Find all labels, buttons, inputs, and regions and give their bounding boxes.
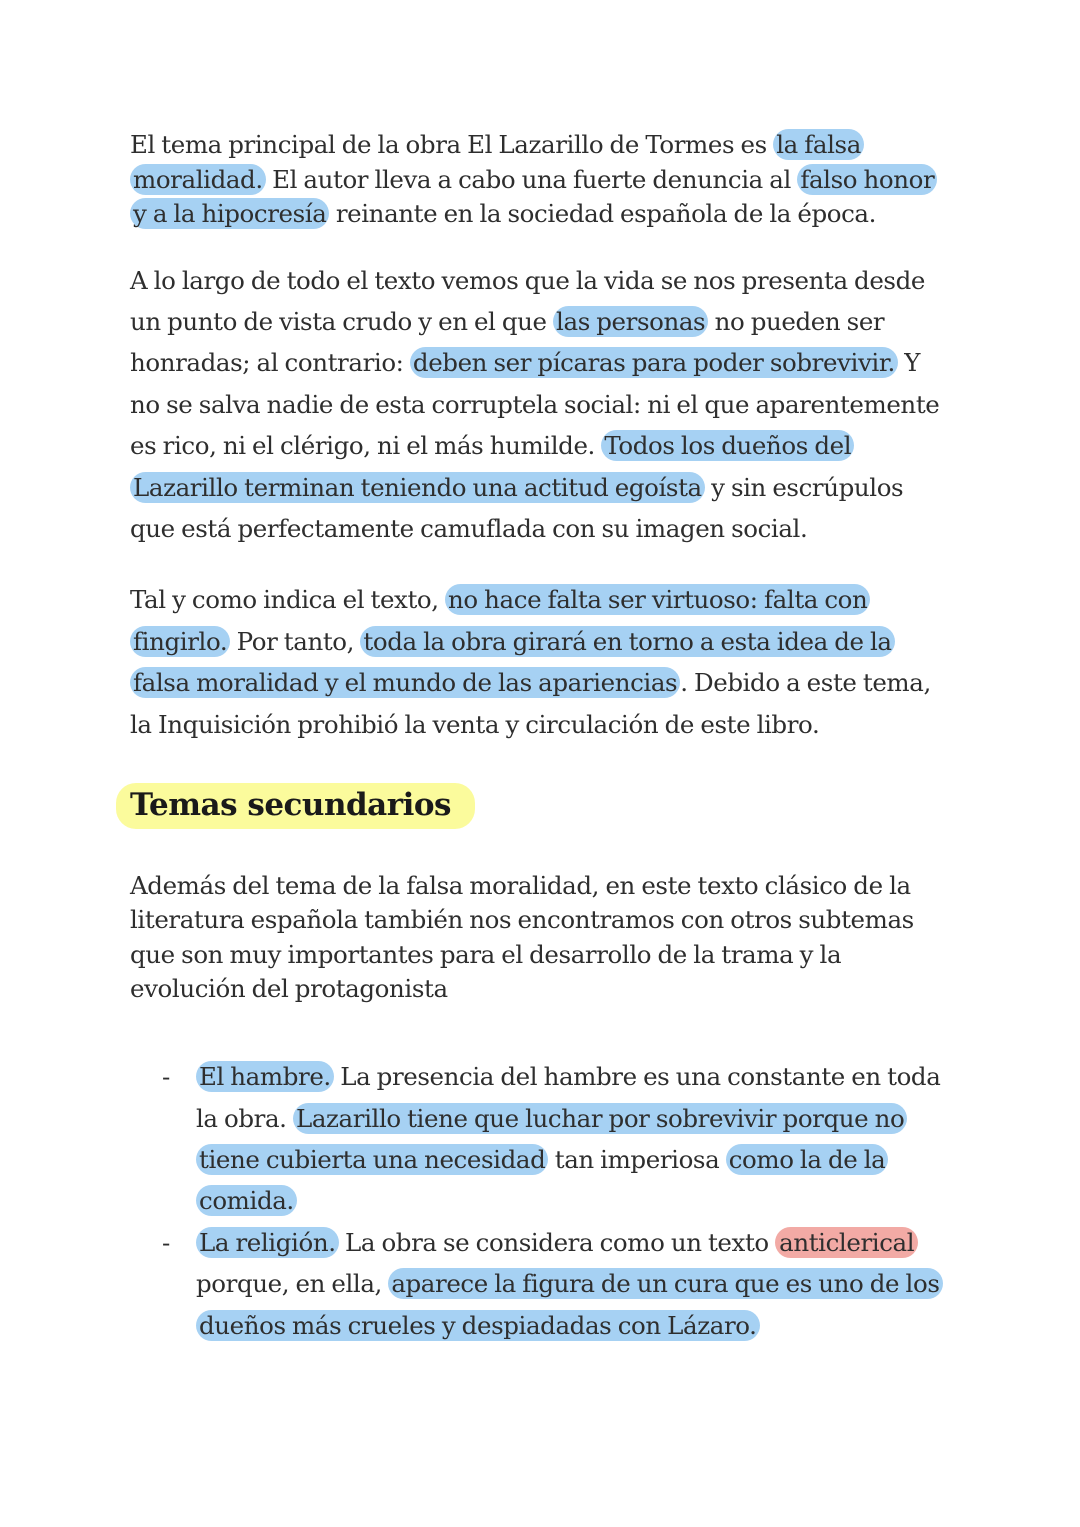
highlight-blue: falso honor y a la hipocresía [130, 164, 937, 230]
document-page [130, 128, 950, 1346]
text-segment: Tal y como indica el texto, [130, 585, 446, 615]
highlight-blue: no hace falta ser virtuoso: falta con fingirlo. [130, 584, 870, 656]
paragraph-subthemes-wrap [130, 869, 950, 1006]
highlight-blue: Lazarillo tiene que luchar por sobrevivir porque no tiene cubierta una necesidad [196, 1103, 907, 1175]
paragraph-virtue [130, 579, 950, 745]
heading-container [130, 783, 950, 847]
highlight-red: anticlerical [775, 1227, 918, 1258]
paragraph-main-theme [130, 128, 950, 232]
text-segment: porque, en ella, [196, 1269, 389, 1299]
list-bullet: - [162, 1062, 170, 1092]
text-segment: La obra se considera como un texto [338, 1227, 776, 1257]
highlight-blue: la falsa moralidad. [130, 129, 864, 195]
highlight-blue: como la de la comida. [196, 1144, 888, 1216]
list-bullet: - [162, 1227, 170, 1257]
subthemes-list [130, 1056, 950, 1346]
text-segment: y sin escrúpulos que está perfectamente camuflada con su imagen social. [130, 472, 904, 543]
text-segment: no pueden ser honradas; al contrario: [130, 306, 885, 378]
text-segment: La presencia del hambre es una constante en toda la obra. [196, 1062, 941, 1133]
text-segment: A lo largo de todo el texto vemos que la vida se nos presenta desde un punto de vista crudo y en el que [130, 265, 925, 336]
highlight-blue: deben ser pícaras para poder sobrevivir. [410, 347, 898, 378]
list-item-hunger [130, 1056, 950, 1222]
list-item-religion [130, 1222, 950, 1346]
text-segment: tan imperiosa [548, 1144, 726, 1174]
text-segment: Por tanto, [230, 626, 361, 656]
paragraph-subthemes: Además del tema de la falsa moralidad, en este texto clásico de la literatura española también nos encontramos con otros subtemas que son muy importantes para el desarrollo de la trama y la evolución del protagonista [130, 870, 914, 1003]
highlight-blue: toda la obra girará en torno a esta idea de la falsa moralidad y el mundo de las apariencias [130, 626, 895, 698]
text-segment: El autor lleva a cabo una fuerte denuncia al [265, 164, 798, 194]
text-segment: Y no se salva nadie de esta corruptela social: ni el que aparentemente es rico, ni el clérigo, ni el más humilde. [130, 348, 940, 461]
highlight-blue: Todos los dueños del Lazarillo terminan teniendo una actitud egoísta [130, 430, 854, 502]
text-segment: El tema principal de la obra El Lazarillo de Tormes es [130, 130, 774, 159]
text-segment: . Debido a este tema, la Inquisición prohibió la venta y circulación de este libro. [130, 668, 931, 739]
text-segment: reinante en la sociedad española de la época. [329, 199, 876, 228]
highlight-blue: aparece la figura de un cura que es uno de los dueños más crueles y despiadadas con Lázaro. [196, 1268, 943, 1340]
highlight-blue: La religión. [196, 1227, 339, 1258]
paragraph-life-crude [130, 260, 950, 550]
highlight-blue: El hambre. [196, 1061, 334, 1092]
highlight-blue: las personas [553, 306, 708, 337]
section-heading: Temas secundarios [116, 783, 475, 829]
